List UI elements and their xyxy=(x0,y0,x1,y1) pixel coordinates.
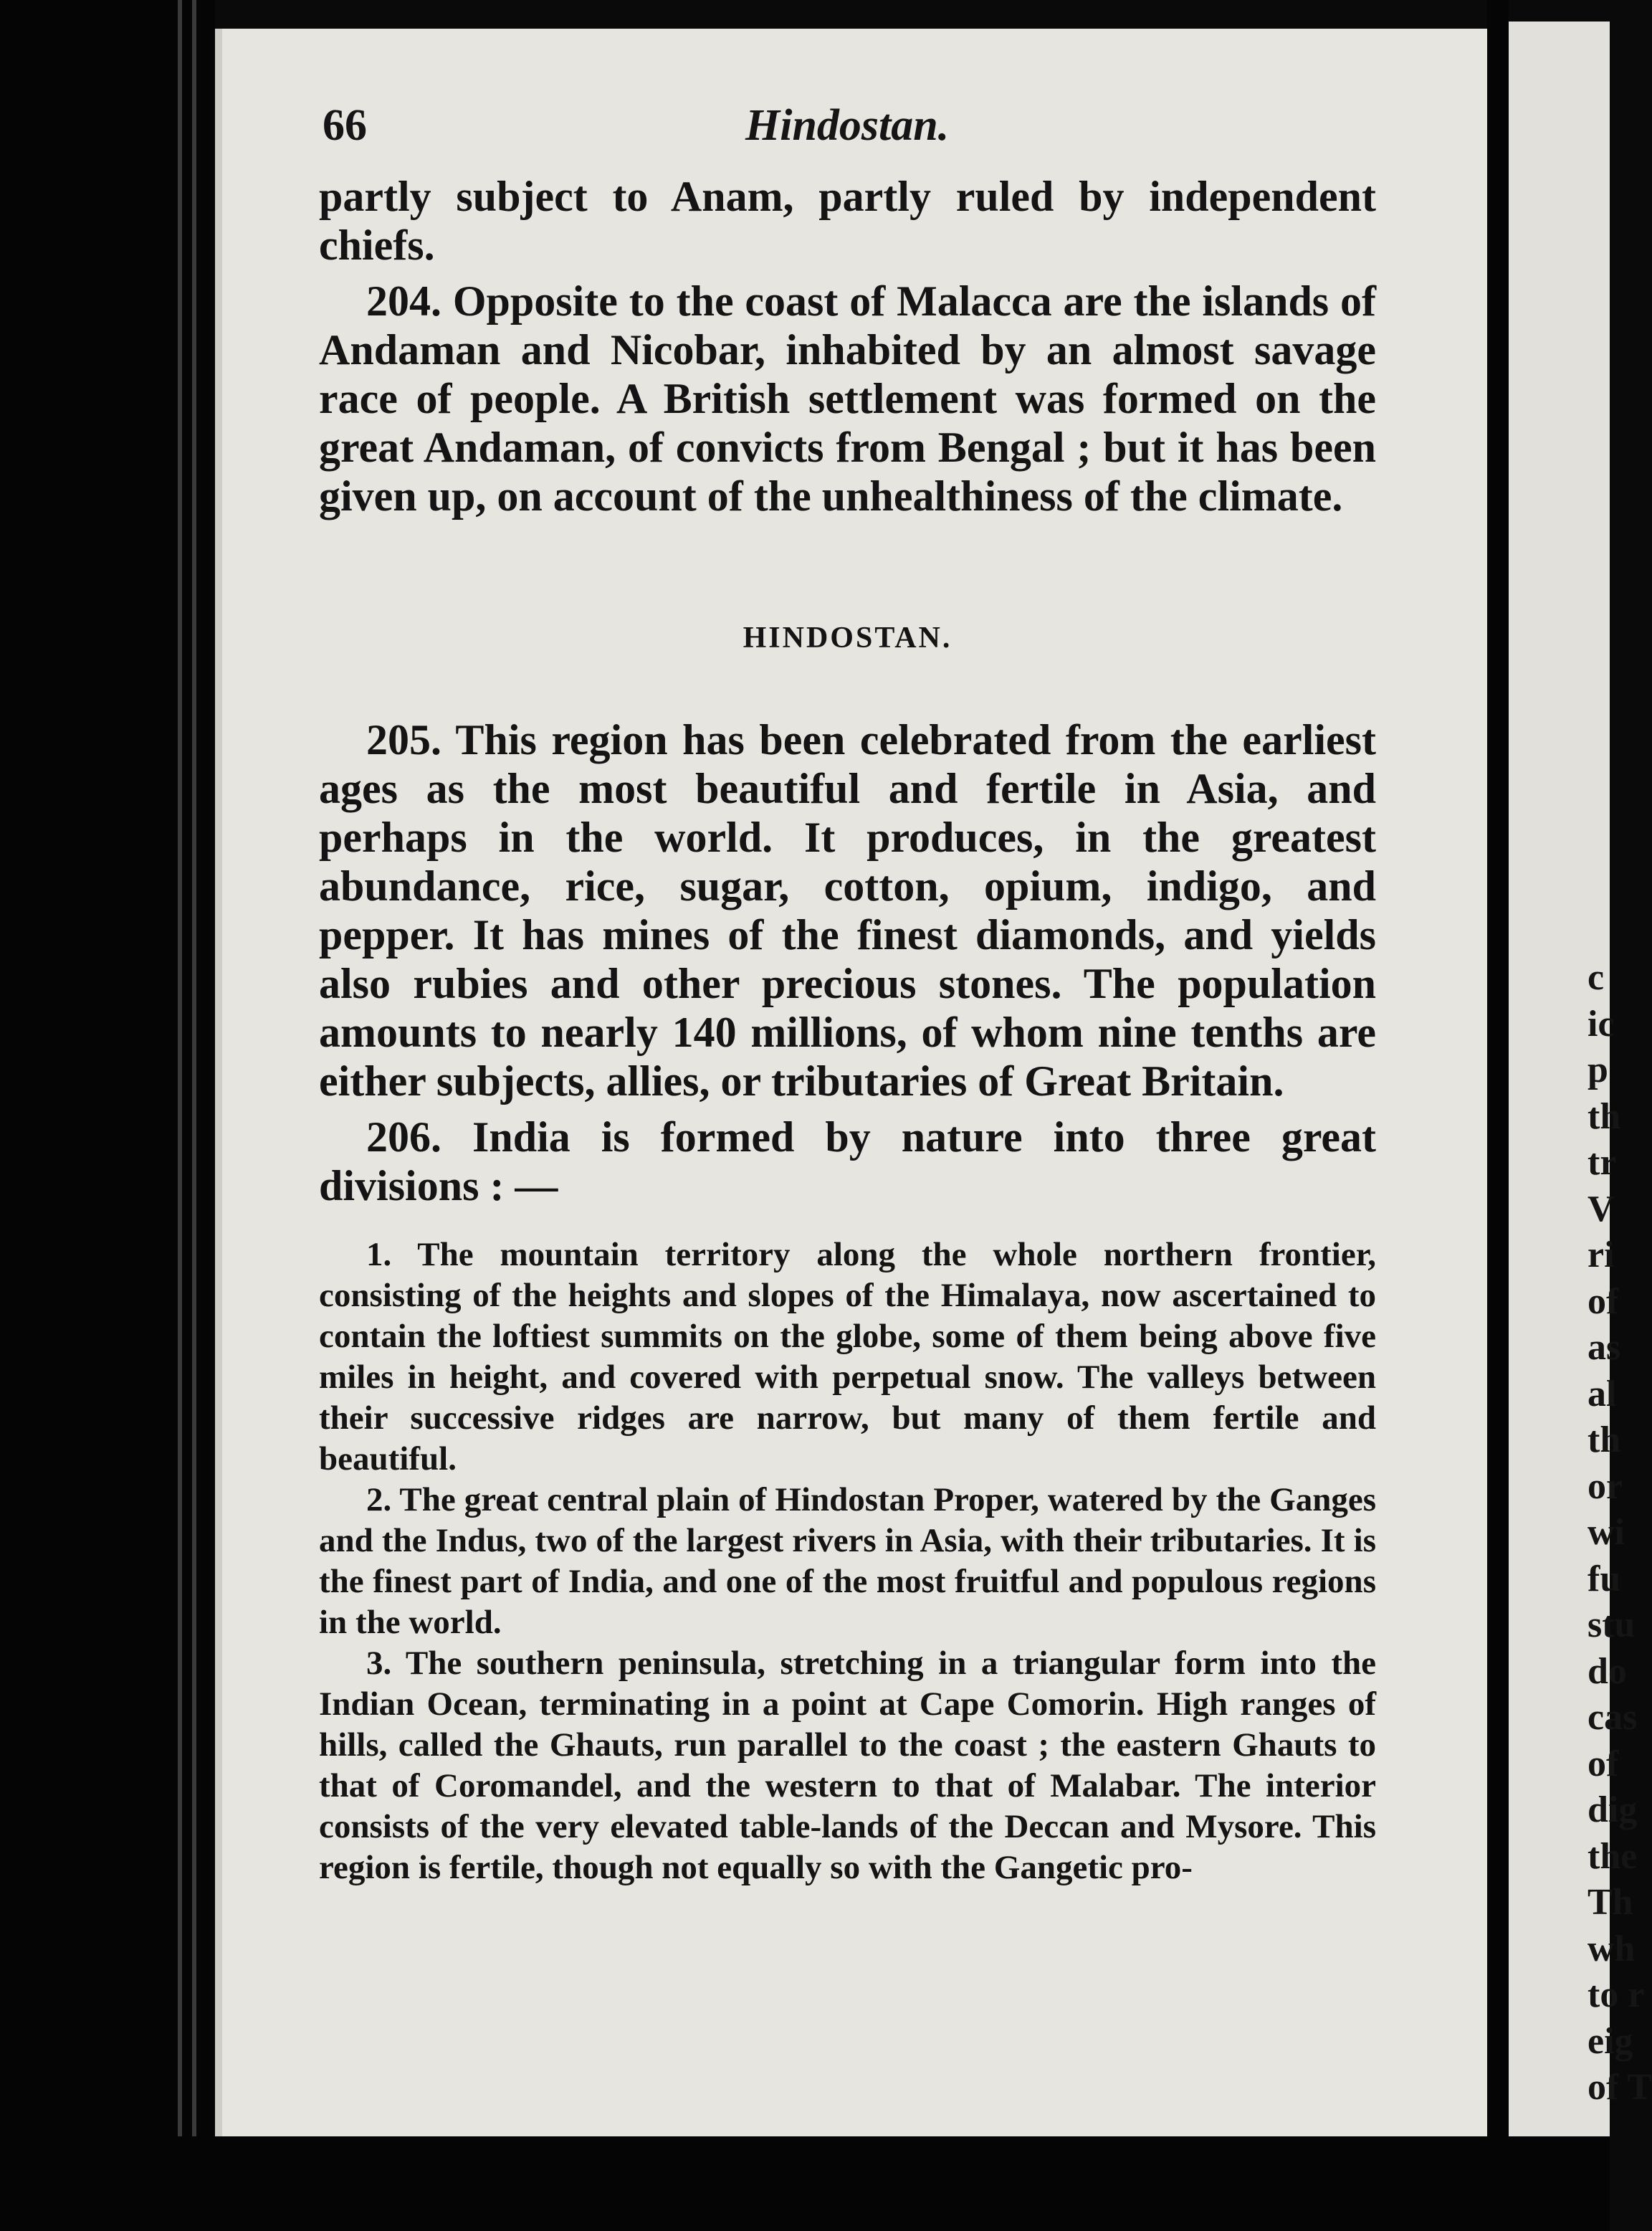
binding-line xyxy=(192,0,196,2231)
next-page-text-fragment: Th xyxy=(1587,1882,1633,1923)
next-page-text-fragment: wh xyxy=(1587,1928,1636,1969)
list-item: 3. The southern peninsula, stretching in a triangular form into the Indian Ocean, terminating in a point at Cape Comorin. High ranges of hills, called the Ghauts, run parallel to the coast ; the eastern Ghauts to that of Coromandel, and the western to that of Malabar. The interior consists of the very elevated table-lands of the Deccan and Mysore. This region is fertile, though not equally so with the Gangetic pro- xyxy=(319,1645,1376,1886)
paragraph-204: 204. Opposite to the coast of Malacca are the islands of Andaman and Nicobar, inhabited by an almost savage race of people. A British settlement was formed on the great Andaman, of convicts from Bengal ; but it has been given up, on account of the unhealthiness of the climate. xyxy=(319,277,1376,520)
next-page-text-fragment: to r xyxy=(1587,1974,1645,2015)
scan-left-margin xyxy=(0,0,215,2231)
next-page-text-fragment: p xyxy=(1587,1050,1608,1090)
list-item: 1. The mountain territory along the whole northern frontier, consisting of the heights and slopes of the Himalaya, now ascertained to contain the loftiest summits on the globe, some of them being above five miles in height, and covered with perpetual snow. The valleys between their successive ridges are narrow, but many of them fertile and beautiful. xyxy=(319,1236,1376,1478)
paragraph-206: 206. India is formed by nature into three great divisions : — xyxy=(319,1113,1376,1209)
page-number: 66 xyxy=(323,101,367,150)
page-body xyxy=(319,172,1376,1888)
next-page-text-fragment: th xyxy=(1587,1095,1621,1137)
divisions-list xyxy=(319,1235,1376,1888)
next-page-text-fragment: ic xyxy=(1587,1003,1615,1045)
next-page-text-fragment: fu xyxy=(1587,1558,1621,1599)
paragraph-205: 205. This region has been celebrated from the earliest ages as the most beautiful and fertile in Asia, and perhaps in the world. It produces, in the greatest abundance, rice, sugar, cotton, opium, indigo, and pepper. It has mines of the finest diamonds, and yields also rubies and other precious stones. The population amounts to nearly 140 millions, of whom nine tenths are either subjects, allies, or tributaries of Great Britain. xyxy=(319,716,1376,1105)
next-page-text-fragment: c xyxy=(1587,957,1605,998)
next-page-text-fragment: th xyxy=(1587,1419,1621,1460)
next-page-text-fragment: al xyxy=(1587,1373,1617,1414)
running-head: Hindostan. xyxy=(745,101,950,150)
binding-line xyxy=(178,0,182,2231)
next-page-text-fragment: as xyxy=(1587,1327,1621,1368)
next-page-text-fragment: wi xyxy=(1587,1512,1625,1553)
next-page-text-fragment: of T xyxy=(1587,2067,1652,2108)
adjacent-page-fragment xyxy=(1509,22,1652,2144)
next-page-text-fragment: cas xyxy=(1587,1697,1638,1738)
next-page-text-fragment: eig xyxy=(1587,2020,1633,2062)
next-page-text-fragment: stu xyxy=(1587,1604,1636,1645)
scan-bottom-margin xyxy=(0,2136,1610,2231)
next-page-text-fragment: or xyxy=(1587,1465,1623,1507)
next-page-text-fragment: dig xyxy=(1587,1789,1638,1830)
next-page-text-fragment: V xyxy=(1587,1188,1615,1229)
page-gutter xyxy=(1487,0,1509,2231)
next-page-text-fragment: tr xyxy=(1587,1142,1617,1183)
next-page-text-fragment: the xyxy=(1587,1835,1638,1877)
page-header xyxy=(323,100,1376,158)
next-page-text-fragment: of xyxy=(1587,1280,1619,1322)
next-page-text-fragment: do xyxy=(1587,1650,1627,1692)
next-page-text-fragment: ri xyxy=(1587,1235,1615,1275)
list-item: 2. The great central plain of Hindostan Proper, watered by the Ganges and the Indus, two of the largest rivers in Asia, with their tributaries. It is the finest part of India, and one of the most fruitful and populous regions in the world. xyxy=(319,1481,1376,1641)
paragraph-continuation: partly subject to Anam, partly ruled by independent chiefs. xyxy=(319,173,1376,269)
next-page-text-fragment: of xyxy=(1587,1743,1619,1784)
section-heading: HINDOSTAN. xyxy=(743,622,952,655)
